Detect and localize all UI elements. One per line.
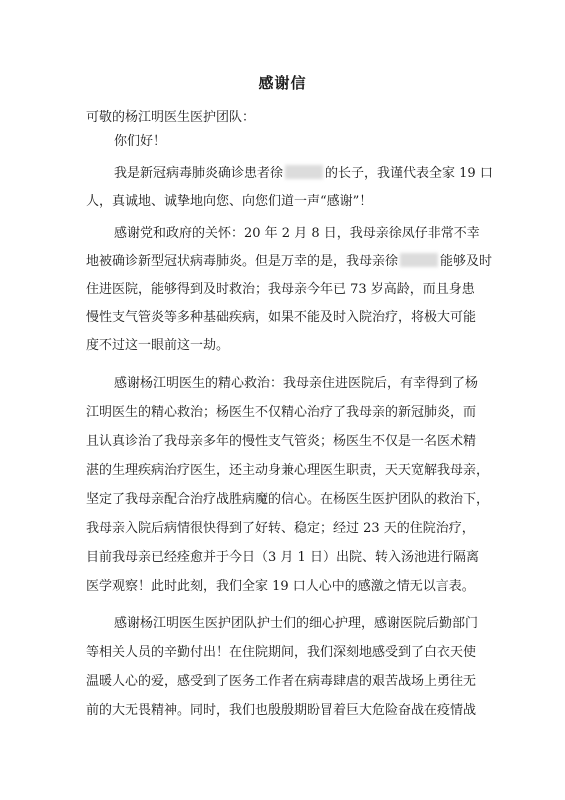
paragraph-1-line-1-start: 我是新冠病毒肺炎确诊患者徐 <box>114 166 284 181</box>
paragraph-4-line-2: 等相关人员的辛勤付出！在住院期间，我们深刻地感受到了白衣天使 <box>86 645 477 660</box>
paragraph-2-line-1: 感谢党和政府的关怀：20 年 2 月 8 日，我母亲徐凤仔非常不幸 <box>114 226 480 241</box>
paragraph-1-line-2: 人，真诚地、诚挚地向您、向您们道一声“感谢”！ <box>86 194 373 209</box>
paragraph-3-line-1: 感谢杨江明医生的精心救治：我母亲住进医院后，有幸得到了杨 <box>114 376 479 391</box>
greeting: 你们好！ <box>114 134 167 149</box>
paragraph-3-line-5: 坚定了我母亲配合治疗战胜病魔的信心。在杨医生医护团队的救治下， <box>86 492 490 507</box>
paragraph-3-line-2: 江明医生的精心救治；杨医生不仅精心治疗了我母亲的新冠肺炎，而 <box>86 405 477 420</box>
paragraph-4-line-4: 前的大无畏精神。同时，我们也殷殷期盼冒着巨大危险奋战在疫情战 <box>86 703 477 718</box>
paragraph-4-line-3: 温暖人心的爱，感受到了医务工作者在病毒肆虐的艰苦战场上勇往无 <box>86 674 477 689</box>
paragraph-2-line-2-end: 能够及时 <box>440 254 493 269</box>
paragraph-2-line-2-start: 地被确诊新型冠状病毒肺炎。但是万幸的是，我母亲徐 <box>86 254 399 269</box>
paragraph-3-line-8: 医学观察！此时此刻，我们全家 19 口人心中的感激之情无以言表。 <box>86 579 475 594</box>
paragraph-2-line-4: 慢性支气管炎等多种基础疾病，如果不能及时入院治疗，将极大可能 <box>86 310 477 325</box>
paragraph-3-line-7: 目前我母亲已经痊愈并于今日（3 月 1 日）出院、转入汤池进行隔离 <box>86 550 479 565</box>
paragraph-2-line-2 <box>86 248 493 276</box>
paragraph-2-line-5: 度不过这一眼前这一劫。 <box>86 338 230 353</box>
salutation: 可敬的杨江明医生医护团队： <box>86 110 256 125</box>
paragraph-3-line-3: 且认真诊治了我母亲多年的慢性支气管炎；杨医生不仅是一名医术精 <box>86 434 477 449</box>
paragraph-4-line-1: 感谢杨江明医生医护团队护士们的细心护理，感谢医院后勤部门 <box>114 616 479 631</box>
paragraph-3-line-4: 湛的生理疾病治疗医生，还主动身兼心理医生职责，天天宽解我母亲， <box>86 463 490 478</box>
paragraph-3-line-6: 我母亲入院后病情很快得到了好转、稳定；经过 23 天的住院治疗， <box>86 521 475 536</box>
redacted-name-blur <box>400 253 438 267</box>
letter-title: 感谢信 <box>258 74 307 92</box>
redacted-name-blur <box>285 165 323 179</box>
paragraph-1-line-1-end: 的长子，我谨代表全家 19 口 <box>325 166 493 181</box>
paragraph-1-line-1 <box>114 160 514 188</box>
paragraph-2-line-3: 住进医院，能够得到及时救治；我母亲今年已 73 岁高龄，而且身患 <box>86 282 475 297</box>
